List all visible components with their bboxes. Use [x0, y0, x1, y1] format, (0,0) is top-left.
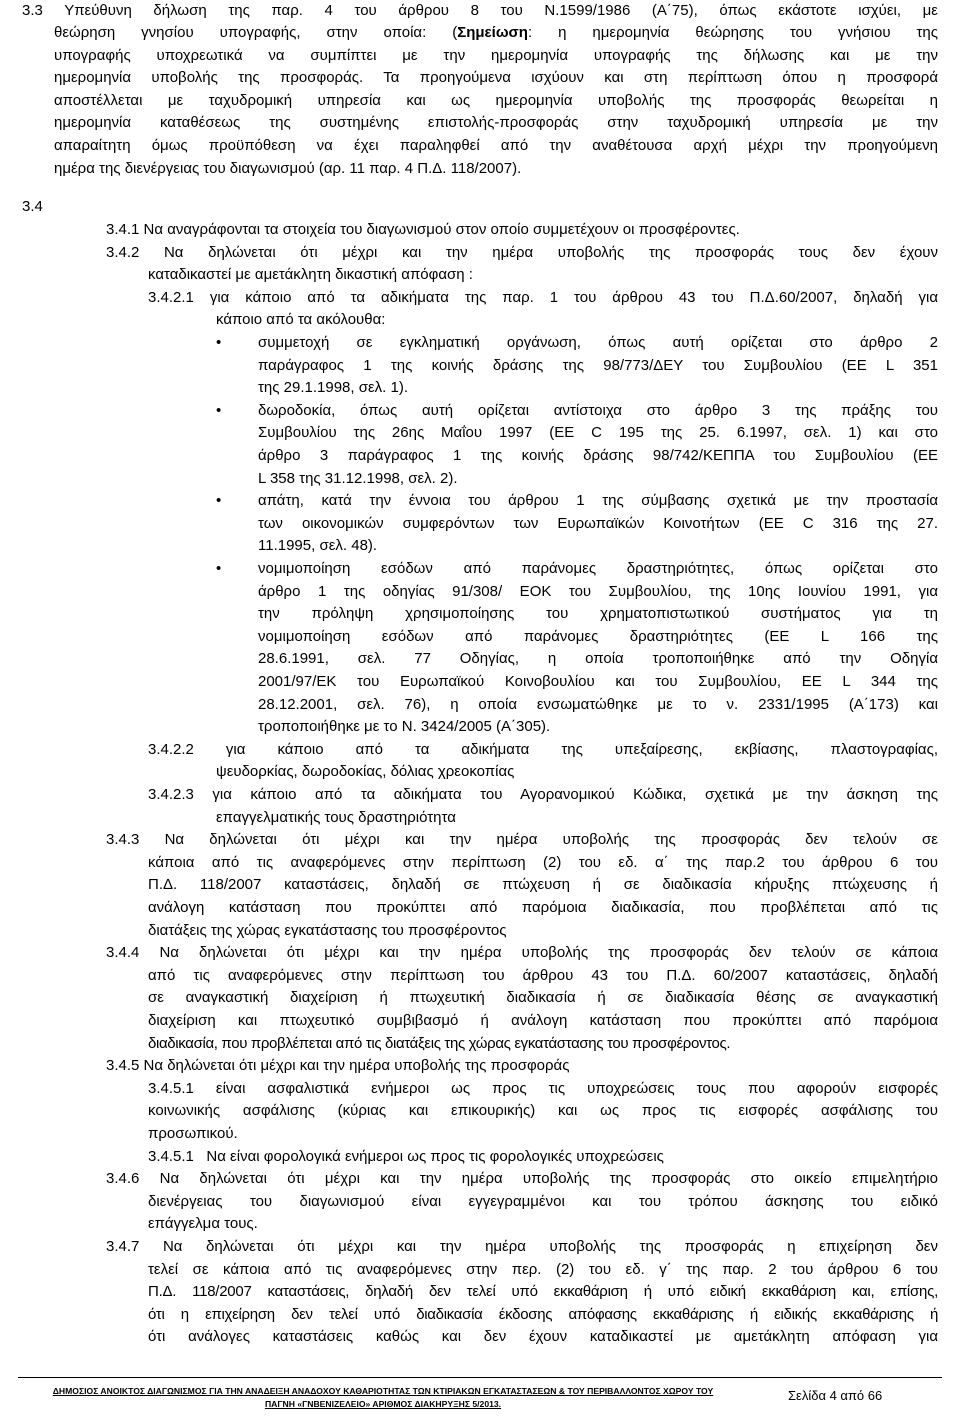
footer-tender-title	[22, 1385, 744, 1411]
section-3-4-3-line-2: κάποια από τις αναφερόμενες στην περίπτωση (2) του εδ. α΄ της παρ.2 του άρθρου 6 του	[148, 853, 938, 871]
section-3-3-line-6: ημερομηνία καταθέσεως της συστημένης επιστολής-προσφοράς στην ταχυδρομική υπηρεσία με την	[54, 114, 938, 132]
text-span: θεώρηση γνησίου υπογραφής, στην οποία: (	[54, 24, 458, 41]
section-3-4-2-line-2: καταδικαστεί με αμετάκλητη δικαστική απόφαση :	[148, 266, 473, 284]
bullet-4-line-2: άρθρο 1 της οδηγίας 91/308/ ΕΟΚ του Συμβουλίου, της 10ης Ιουνίου 1991, για	[258, 582, 938, 600]
bullet-2-line-3: άρθρο 3 παράγραφος 1 της κοινής δράσης 98/742/ΚΕΠΠΑ του Συμβουλίου (ΕΕ	[258, 447, 938, 464]
text-span: : η ημερομηνία θεώρησης του γνήσιου της	[527, 24, 939, 41]
bullet-3-line-3: 11.1995, σελ. 48).	[258, 537, 378, 555]
section-3-4-6-line-2: διενέργειας του διαγωνισμού είναι εγγεγραμμένοι και του τρόπου άσκησης του ειδικό	[148, 1192, 938, 1210]
footer-line-1: ΔΗΜΟΣΙΟΣ ΑΝΟΙΚΤΟΣ ΔΙΑΓΩΝΙΣΜΟΣ ΓΙΑ ΤΗΝ ΑΝΑΔΕΙΞΗ ΑΝΑΔΟΧΟΥ ΚΑΘΑΡΙΟΤΗΤΑΣ ΤΩΝ ΚΤΙΡΙΑΚΩΝ ΕΓΚΑΤΑΣΤΑΣΕΩΝ & ΤΟΥ ΠΕΡΙΒΑΛΛΟΝΤΟΣ ΧΩΡΟΥ ΤΟΥ	[52, 1386, 714, 1396]
section-3-4-2-3-line-1: 3.4.2.3 για κάποιο από τα αδικήματα του Αγορανομικού Κώδικα, σχετικά με την άσκηση της	[148, 786, 938, 803]
section-3-4-2-1-line-1: 3.4.2.1 για κάποιο από τα αδικήματα της παρ. 1 του άρθρου 43 του Π.Δ.60/2007, δηλαδή για	[148, 288, 938, 306]
bullet-4-line-5: 28.6.1991, σελ. 77 Οδηγίας, η οποία τροποποιήθηκε από την Οδηγία	[258, 650, 938, 668]
bullet-4-line-1: νομιμοποίηση εσόδων από παράνομες δραστηριότητες, όπως ορίζεται στο	[258, 560, 938, 577]
section-3-4-4-line-2: από τις αναφερόμενες στην περίπτωση του άρθρου 43 του Π.Δ. 60/2007 καταστάσεις, δηλαδή	[148, 966, 938, 984]
section-3-3-line-8: ημέρα της διενέργειας του διαγωνισμού (αρ. 11 παρ. 4 Π.Δ. 118/2007).	[54, 159, 522, 177]
bullet-icon: •	[216, 492, 222, 510]
bullet-1-line-3: της 29.1.1998, σελ. 1).	[258, 379, 409, 397]
section-3-4-7-line-5: ότι ανάλογες καταστάσεις καθώς και δεν έχουν καταδικαστεί με αμετάκλητη απόφαση για	[148, 1328, 938, 1346]
bullet-2-line-1: δωροδοκία, όπως αυτή ορίζεται αντίστοιχα στο άρθρο 3 της πράξης του	[258, 401, 938, 419]
section-3-3-line-7: απαραίτητη όμως προϋπόθεση να έχει παραληφθεί από την αναθέτουσα αρχή μέχρι την προηγούμενη	[54, 137, 938, 154]
section-3-4-2-2-line-1: 3.4.2.2 για κάποιο από τα αδικήματα της υπεξαίρεσης, εκβίασης, πλαστογραφίας,	[148, 740, 938, 758]
section-3-4-7-line-3: Π.Δ. 118/2007 καταστάσεις, δηλαδή δεν τελεί υπό εκκαθάριση ή υπό ειδική εκκαθάριση και, επίσης,	[148, 1283, 938, 1301]
footer-divider	[18, 1377, 942, 1378]
bullet-icon: •	[216, 401, 222, 419]
section-3-4-2-3-line-2: επαγγελματικής τους δραστηριότητα	[216, 808, 456, 826]
section-3-4-3-line-3: Π.Δ. 118/2007 καταστάσεις, δηλαδή σε πτώχευση ή σε διαδικασία κήρυξης πτώχευσης ή	[148, 876, 938, 894]
section-3-3-line-3: υπογραφής υποχρεωτικά να συμπίπτει με την ημερομηνία υπογραφής της δήλωσης και με την	[54, 46, 938, 64]
bullet-1-line-1: συμμετοχή σε εγκληματική οργάνωση, όπως αυτή ορίζεται στο άρθρο 2	[258, 334, 938, 351]
section-3-3-line-4: ημερομηνία υποβολής της προσφοράς. Τα προηγούμενα ισχύουν και στη περίπτωση όπου η προσφορά	[54, 69, 938, 87]
bullet-1-line-2: παράγραφος 1 της κοινής δράσης της 98/773/ΔΕΥ του Συμβουλίου (ΕΕ L 351	[258, 356, 938, 374]
section-3-4-3-line-1: 3.4.3 Να δηλώνεται ότι μέχρι και την ημέρα υποβολής της προσφοράς δεν τελούν σε	[106, 831, 938, 849]
bullet-4-line-8: τροποποιήθηκε με το Ν. 3424/2005 (Α΄305).	[258, 718, 551, 736]
bullet-2-line-2: Συμβουλίου της 26ης Μαΐου 1997 (ΕΕ C 195 της 25. 6.1997, σελ. 1) και στο	[258, 424, 938, 442]
bullet-4-line-4: νομιμοποίηση εσόδων από παράνομες δραστηριότητες (ΕΕ L 166 της	[258, 627, 938, 645]
section-3-4-4-line-5: διαδικασία, που προβλέπεται από τις διατάξεις της χώρας εγκατάστασης του προσφέροντος.	[148, 1034, 731, 1052]
section-3-4-5-1-line-2: κοινωνικής ασφάλισης (κύριας και επικουρικής) και ως προς τις εισφορές ασφάλισης του	[148, 1102, 938, 1120]
section-3-4-4-line-4: διαχείριση και πτωχευτικό συμβιβασμό ή ανάλογη κατάσταση που προκύπτει από παρόμοια	[148, 1012, 938, 1029]
section-3-4-2-line-1: 3.4.2 Να δηλώνεται ότι μέχρι και την ημέρα υποβολής της προσφοράς τους δεν έχουν	[106, 243, 938, 261]
section-3-4-7-line-4: ότι η επιχείρηση δεν τελεί υπό διαδικασία έκδοσης απόφασης εκκαθάρισης ή ειδικής εκκαθάρισης ή	[148, 1305, 938, 1323]
footer-line-2: ΠΑΓΝΗ «ΓΝΒΕΝΙΖΕΛΕΙΟ» ΑΡΙΘΜΟΣ ΔΙΑΚΗΡΥΞΗΣ 5/2013.	[264, 1399, 502, 1409]
bullet-4-line-6: 2001/97/ΕΚ του Ευρωπαϊκού Κοινοβουλίου και του Συμβουλίου, ΕΕ L 344 της	[258, 673, 938, 690]
section-3-4-6-line-3: επάγγελμα τους.	[148, 1215, 258, 1233]
section-3-4-5-1-line-1: 3.4.5.1 είναι ασφαλιστικά ενήμεροι ως προς τις υποχρεώσεις τους που αφορούν εισφορές	[148, 1079, 938, 1097]
section-3-4-2-2-line-2: ψευδορκίας, δωροδοκίας, δόλιας χρεοκοπίας	[216, 763, 515, 781]
bullet-3-line-1: απάτη, κατά την έννοια του άρθρου 1 της σύμβασης σχετικά με την προστασία	[258, 492, 938, 510]
section-3-4-2-1-line-2: κάποιο από τα ακόλουθα:	[216, 311, 386, 329]
page-number: Σελίδα 4 από 66	[788, 1388, 883, 1403]
section-3-4-7-line-1: 3.4.7 Να δηλώνεται ότι μέχρι και την ημέρα υποβολής της προσφοράς η επιχείρηση δεν	[106, 1238, 938, 1255]
section-3-4-6-line-1: 3.4.6 Να δηλώνεται ότι μέχρι και την ημέρα υποβολής της προσφοράς στο οικείο επιμελητήριο	[106, 1170, 938, 1188]
section-3-3-line-5: αποστέλλεται με ταχυδρομική υπηρεσία και ως ημερομηνία υποβολής της προσφοράς θεωρείται η	[54, 91, 938, 109]
section-3-4-4-line-1: 3.4.4 Να δηλώνεται ότι μέχρι και την ημέρα υποβολής της προσφοράς δεν τελούν σε κάποια	[106, 944, 938, 962]
section-3-3-line-1: 3.3 Υπεύθυνη δήλωση της παρ. 4 του άρθρου 8 του Ν.1599/1986 (Α΄75), όπως εκάστοτε ισχύει, με	[22, 2, 938, 19]
section-3-4-7-line-2: τελεί σε κάποια από τις αναφερόμενες στην περ. (2) του εδ. γ΄ της παρ. 2 του άρθρου 6 του	[148, 1260, 938, 1278]
section-3-4-4-line-3: σε αναγκαστική διαχείριση ή πτωχευτική διαδικασία ή σε διαδικασία θέσης σε αναγκαστική	[148, 989, 938, 1007]
section-3-4-5-1-line-3: προσωπικού.	[148, 1125, 238, 1142]
section-3-4-1: 3.4.1 Να αναγράφονται τα στοιχεία του διαγωνισμού στον οποίο συμμετέχουν οι προσφέροντες.	[106, 221, 740, 238]
bullet-4-line-3: την πρόληψη χρησιμοποίησης του χρηματοπιστωτικού συστήματος για τη	[258, 605, 938, 623]
section-3-4-3-line-4: ανάλογη κατάσταση που προκύπτει από παρόμοια διαδικασία, που προβλέπεται από τις	[148, 899, 938, 916]
note-label: Σημείωση	[457, 24, 528, 41]
bullet-3-line-2: των οικονομικών συμφερόντων των Ευρωπαϊκών Κοινοτήτων (ΕΕ C 316 της 27.	[258, 514, 938, 532]
bullet-2-line-4: L 358 της 31.12.1998, σελ. 2).	[258, 469, 458, 487]
section-3-4-3-line-5: διατάξεις της χώρας εγκατάστασης του προσφέροντος	[148, 921, 507, 939]
section-3-4-5: 3.4.5 Να δηλώνεται ότι μέχρι και την ημέρα υποβολής της προσφοράς	[106, 1057, 570, 1075]
bullet-4-line-7: 28.12.2001, σελ. 76), η οποία ενσωματώθηκε με το ν. 2331/1995 (Α΄173) και	[258, 695, 938, 713]
bullet-icon: •	[216, 560, 222, 577]
section-3-4-5-1-tax: 3.4.5.1 Να είναι φορολογικά ενήμεροι ως προς τις φορολογικές υποχρεώσεις	[148, 1147, 664, 1165]
section-3-4-number: 3.4	[22, 198, 43, 215]
bullet-icon: •	[216, 334, 222, 351]
section-3-3-line-2	[54, 22, 938, 45]
